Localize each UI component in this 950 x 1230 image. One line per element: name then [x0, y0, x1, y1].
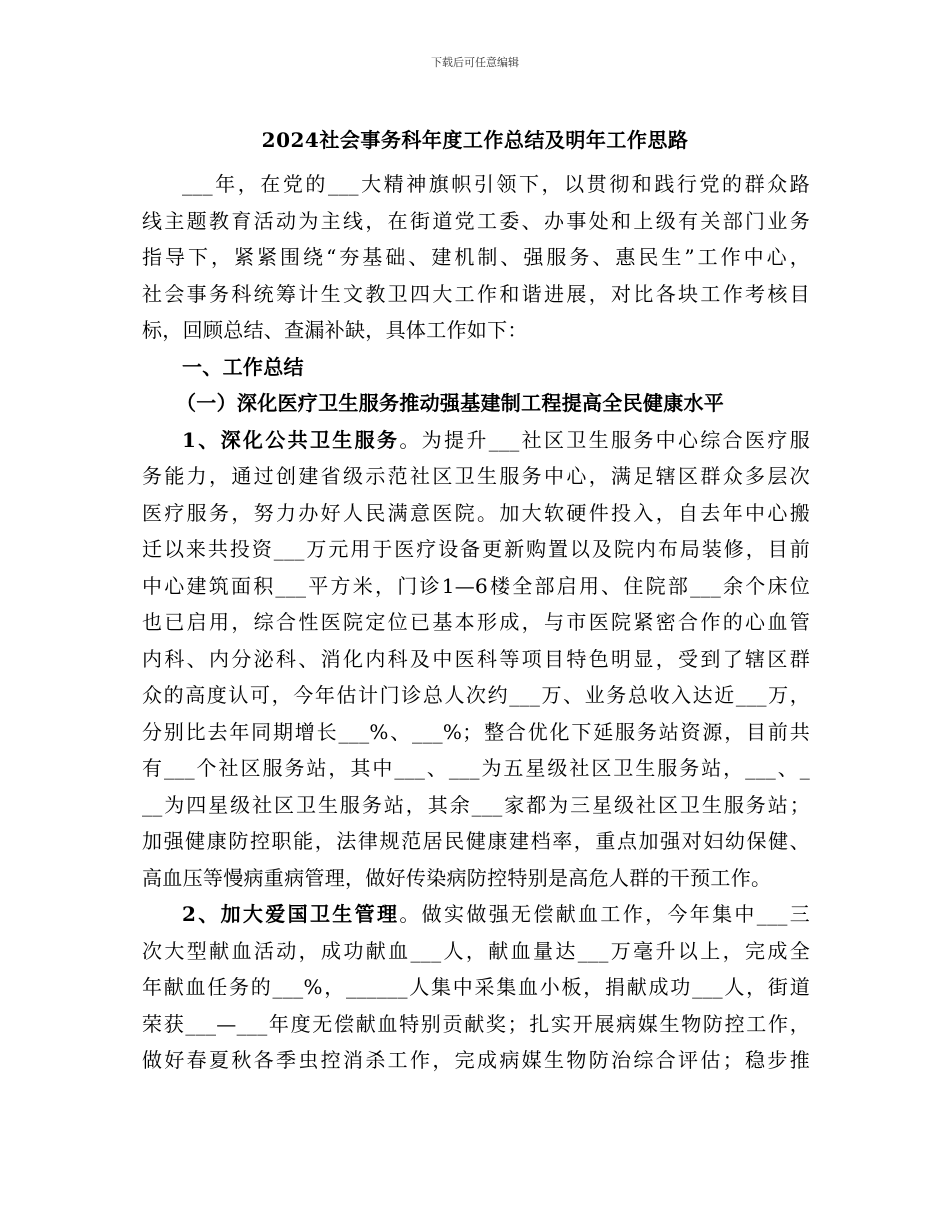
subsection-heading: （一）深化医疗卫生服务推动强基建制工程提高全民健康水平	[176, 391, 725, 415]
paragraph-line: 年献血任务的___%，______人集中采集血小板，捐献成功___人，街道	[142, 975, 810, 999]
paragraph-line: 也已启用，综合性医院定位已基本形成，与市医院紧密合作的心血管	[142, 610, 810, 634]
paragraph-line: 医疗服务，努力办好人民满意医院。加大软硬件投入，自去年中心搬	[142, 500, 810, 525]
document-title: 2024社会事务科年度工作总结及明年工作思路	[261, 128, 689, 152]
paragraph-line: 中心建筑面积___平方米，门诊1—6楼全部启用、住院部___余个床位	[142, 573, 810, 598]
intro-line: 线主题教育活动为主线，在街道党工委、办事处和上级有关部门业务	[142, 208, 810, 233]
item-first-line-rest: 。做实做强无偿献血工作，今年集中___三	[399, 902, 811, 926]
paragraph-line	[142, 422, 810, 459]
item-lead: 1、深化公共卫生服务	[182, 427, 400, 452]
paragraph-line: 迁以来共投资___万元用于医疗设备更新购置以及院内布局装修，目前	[142, 537, 810, 561]
paragraph-line: __为四星级社区卫生服务站，其余___家都为三星级社区卫生服务站；	[142, 792, 810, 817]
document-body	[142, 166, 810, 1079]
intro-line: 指导下，紧紧围绕“夯基础、建机制、强服务、惠民生”工作中心，	[142, 245, 810, 269]
paragraph-line: 高血压等慢病重病管理，做好传染病防控特别是高危人群的干预工作。	[142, 865, 772, 890]
intro-line: 社会事务科统筹计生文教卫四大工作和谐进展，对比各块工作考核目	[142, 281, 810, 306]
paragraph-line: 做好春夏秋各季虫控消杀工作，完成病媒生物防治综合评估；稳步推	[142, 1048, 810, 1072]
page-header-note: 下载后可任意编辑	[431, 56, 519, 69]
intro-line: ___年，在党的___大精神旗帜引领下，以贯彻和践行党的群众路	[182, 172, 810, 196]
paragraph-line: 分别比去年同期增长___%、___%；整合优化下延服务站资源，目前共	[142, 719, 810, 744]
paragraph-line	[142, 896, 810, 933]
section-heading: 一、工作总结	[182, 354, 304, 379]
paragraph-line: 众的高度认可，今年估计门诊总人次约___万、业务总收入达近___万，	[142, 683, 810, 707]
paragraph-line: 次大型献血活动，成功献血___人，献血量达___万毫升以上，完成全	[142, 938, 810, 963]
intro-line: 标，回顾总结、查漏补缺，具体工作如下：	[142, 318, 528, 342]
paragraph-line: 有___个社区服务站，其中___、___为五星级社区卫生服务站，___、_	[142, 756, 810, 780]
paragraph-line: 内科、内分泌科、消化内科及中医科等项目特色明显，受到了辖区群	[142, 646, 810, 671]
paragraph-line: 荣获___—___年度无偿献血特别贡献奖；扎实开展病媒生物防控工作，	[142, 1011, 810, 1036]
paragraph-line: 加强健康防控职能，法律规范居民健康建档率，重点加强对妇幼保健、	[142, 829, 810, 853]
item-lead: 2、加大爱国卫生管理	[182, 902, 400, 926]
paragraph-line: 务能力，通过创建省级示范社区卫生服务中心，满足辖区群众多层次	[142, 464, 810, 488]
item-first-line-rest: 。为提升___社区卫生服务中心综合医疗服	[399, 427, 811, 452]
